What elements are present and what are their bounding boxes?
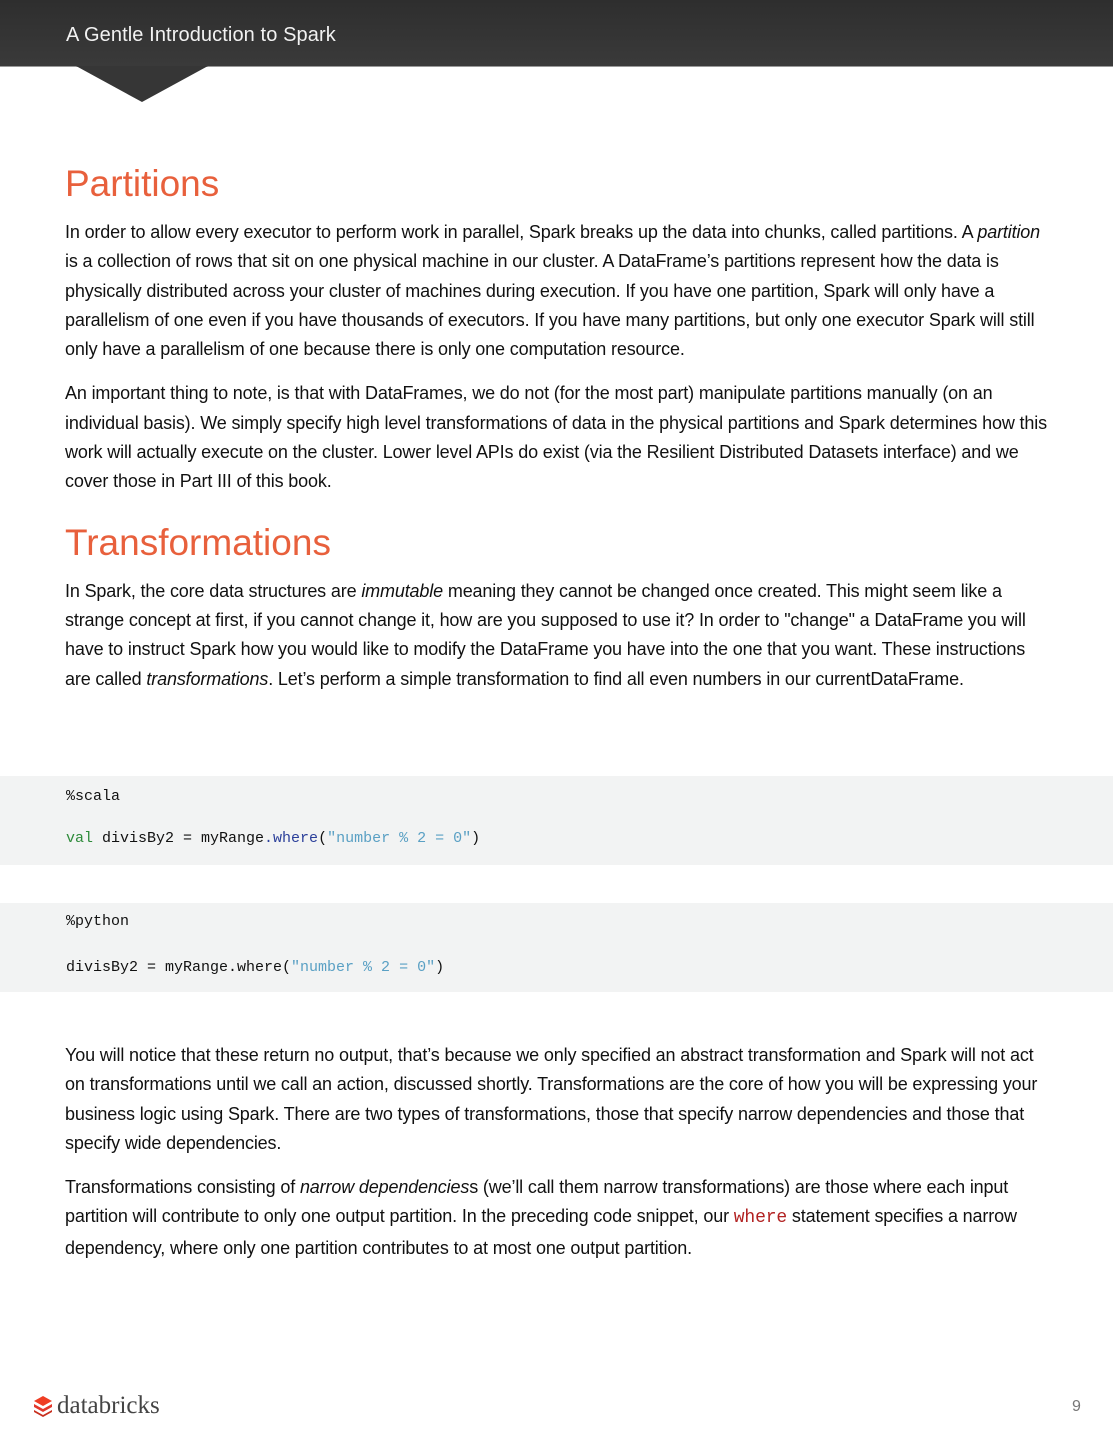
text: In order to allow every executor to perform work in parallel, Spark breaks up the data into chunks, called partitions. A [65, 222, 978, 242]
text: . Let’s perform a simple transformation to find all even numbers in our currentDataFrame. [268, 668, 964, 689]
code-magic: %scala [66, 788, 121, 805]
text: s (we’ll call them narrow transformations) are those where each input partition will contribute to only one output partition. In the preceding code snippet, our [65, 1177, 1009, 1227]
code-block-scala [0, 776, 1113, 865]
text: meaning they cannot be changed once created. This might seem like a strange concept at first, if you cannot change it, how are you supposed to use it? In order to "change" a DataFrame you will have to instruct Spark how you would like to modify the DataFrame you have into the one that you want. These instructions are called [65, 580, 1026, 689]
code-line [66, 959, 444, 976]
paragraph [65, 577, 1050, 694]
code-text: ) [471, 830, 481, 847]
heading-transformations: Transformations [65, 521, 331, 563]
main-content [65, 160, 1050, 709]
paragraph [65, 1173, 1050, 1263]
text: In Spark, the core data structures are [65, 580, 362, 601]
code-text: divisBy2 = myRange [93, 830, 265, 847]
databricks-logo [33, 1392, 160, 1420]
emphasis: partition [977, 222, 1041, 242]
text: statement specifies a narrow dependency, where only one partition contributes to at most one output partition. [65, 1206, 1017, 1258]
code-text: divisBy2 = myRange.where( [66, 959, 292, 976]
keyword: val [66, 830, 94, 847]
text: Transformations consisting of [65, 1177, 300, 1198]
heading-partitions: Partitions [65, 163, 220, 204]
emphasis: transformations [146, 668, 269, 689]
paragraph [65, 218, 1050, 364]
text: is a collection of rows that sit on one physical machine in our cluster. A DataFrame’s partitions represent how the data is physically distributed across your cluster of machines during execution. If you have one partition, Spark will only have a parallelism of one even if you have thousands of executors. If you have many partitions, but only one executor Spark will still only have a parallelism of one because there is only one computation resource. [65, 251, 1035, 360]
code-block-python [0, 903, 1113, 992]
inline-code: where [733, 1208, 788, 1229]
string: "number % 2 = 0" [291, 959, 436, 976]
code-text: ) [435, 959, 445, 976]
code-line [66, 830, 480, 847]
emphasis: narrow dependencies [299, 1177, 470, 1198]
main-content-continued [65, 1041, 1050, 1278]
databricks-stack-icon [33, 1395, 53, 1417]
logo-text: databricks [57, 1392, 160, 1419]
string: "number % 2 = 0" [327, 830, 472, 847]
code-text: ( [318, 830, 328, 847]
banner-arrow [76, 66, 208, 102]
method: .where [264, 830, 319, 847]
page-number: 9 [1072, 1398, 1081, 1415]
document-title: A Gentle Introduction to Spark [66, 24, 336, 46]
paragraph: You will notice that these return no output, that’s because we only specified an abstract transformation and Spark will not act on transformations until we call an action, discussed shortly. Transformations are the core of how you will be expressing your business logic using Spark. There are two types of transformations, those that specify narrow dependencies and those that specify wide dependencies. [65, 1045, 1038, 1153]
paragraph: An important thing to note, is that with DataFrames, we do not (for the most part) manipulate partitions manually (on an individual basis). We simply specify high level transformations of data in the physical partitions and Spark determines how this work will actually execute on the cluster. Lower level APIs do exist (via the Resilient Distributed Datasets interface) and we cover those in Part III of this book. [65, 383, 1047, 492]
code-magic: %python [66, 913, 130, 930]
header-banner [0, 0, 1113, 67]
emphasis: immutable [361, 580, 443, 601]
